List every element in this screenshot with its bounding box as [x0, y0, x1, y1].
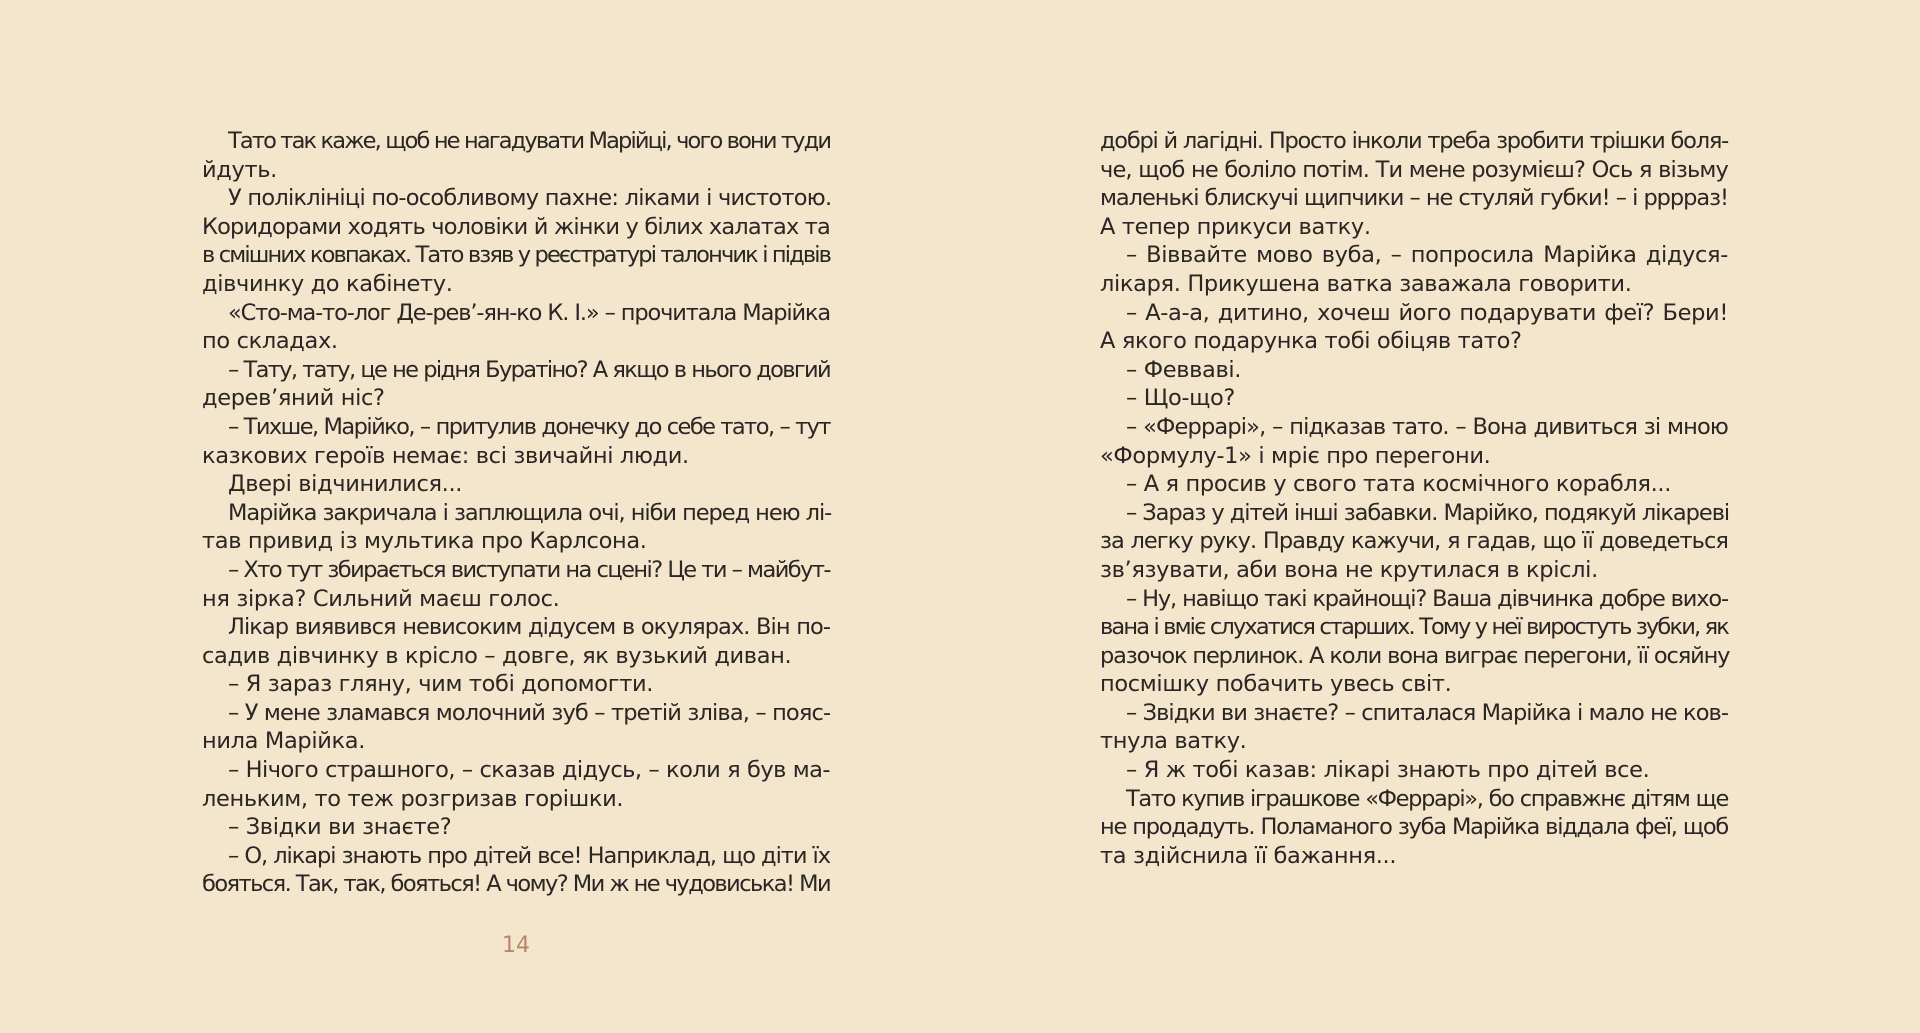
text-line: казкових героїв немає: всі звичайні люди. — [202, 442, 689, 469]
text-line: – Нічого страшного, – сказав дідусь, – коли я був ма- — [228, 757, 830, 784]
text-line: Тато купив іграшкове «Феррарі», бо справжнє дітям ще — [1126, 785, 1728, 812]
text-line: бояться. Так, так, бояться! А чому? Ми ж не чудовиська! Ми — [202, 871, 831, 898]
text-line: – Тихше, Марійко, – притулив донечку до себе тато, – тут — [228, 413, 830, 440]
text-line: Тато так каже, щоб не нагадувати Марійці, чого вони туди — [228, 128, 831, 154]
left-page-text — [202, 127, 830, 899]
text-line: добрі й лагідні. Просто інколи треба зробити трішки боля- — [1100, 128, 1728, 154]
text-line: не продадуть. Поламаного зуба Марійка віддала феї, щоб — [1100, 814, 1728, 841]
text-line: тав привид із мультика про Карлсона. — [202, 528, 647, 555]
text-line: Лікар виявився невисоким дідусем в окулярах. Він по- — [228, 614, 830, 641]
text-line: – Що-що? — [1126, 385, 1235, 412]
text-line: разочок перлинок. А коли вона виграє перегони, її осяйну — [1100, 642, 1730, 669]
text-line: – Зараз у дітей інші забавки. Марійко, подякуй лікареві — [1126, 499, 1730, 526]
text-line: – Я ж тобі казав: лікарі знають про дітей все. — [1126, 757, 1650, 784]
text-line: – Ну, навіщо такі крайнощі? Ваша дівчинка добре вихо- — [1126, 585, 1728, 612]
text-line: «Сто-ма-то-лог Де-рев’-ян-ко К. І.» – прочитала Марійка — [228, 299, 830, 326]
page-number: 14 — [502, 933, 530, 958]
text-line: А тепер прикуси ватку. — [1100, 213, 1371, 240]
text-line: че, щоб не боліло потім. Ти мене розумієш? Ось я візьму — [1100, 156, 1728, 183]
text-line: в смішних ковпаках. Тато взяв у реєстратурі талончик і підвів — [202, 242, 831, 269]
text-line: нила Марійка. — [202, 728, 365, 755]
text-line: вана і вміє слухатися старших. Тому у неї виростуть зубки, як — [1100, 614, 1728, 641]
text-line: – У мене зламався молочний зуб – третій зліва, – пояс- — [228, 699, 831, 726]
text-line: тнула ватку. — [1100, 728, 1247, 755]
text-line: Коридорами ходять чоловіки й жінки у білих халатах та — [202, 213, 830, 240]
text-line: – Хто тут збирається виступати на сцені? Це ти – майбут- — [228, 556, 830, 583]
text-line: – А я просив у свого тата космічного корабля... — [1126, 471, 1672, 498]
text-line: та здійснила її бажання... — [1100, 842, 1397, 869]
text-line: ня зірка? Сильний маєш голос. — [202, 585, 560, 612]
text-line: – Февваві. — [1126, 356, 1242, 383]
text-line: Двері відчинилися... — [228, 471, 463, 498]
text-line: йдуть. — [202, 156, 277, 183]
text-line: – Звідки ви знаєте? – спиталася Марійка і мало не ков- — [1126, 699, 1728, 726]
text-line: леньким, то теж розгризав горішки. — [202, 785, 624, 812]
text-line: лікаря. Прикушена ватка заважала говорити. — [1100, 270, 1632, 297]
text-line: по складах. — [202, 328, 338, 355]
text-line: А якого подарунка тобі обіцяв тато? — [1100, 328, 1522, 355]
text-line: У поліклініці по-особливому пахне: ліками і чистотою. — [228, 185, 832, 212]
text-line: зв’язувати, аби вона не крутилася в кріслі. — [1100, 556, 1598, 583]
right-page-text — [1100, 127, 1728, 870]
text-line: – Я зараз гляну, чим тобі допомогти. — [228, 671, 654, 698]
text-line: – «Феррарі», – підказав тато. – Вона дивиться зі мною — [1126, 413, 1728, 440]
text-line: за легку руку. Правду кажучи, я гадав, що її доведеться — [1100, 528, 1728, 555]
text-line: – Тату, тату, це не рідня Буратіно? А якщо в нього довгий — [228, 356, 830, 383]
text-line: – А-а-а, дитино, хочеш його подарувати феї? Бери! — [1126, 299, 1728, 326]
text-line: – Віввайте мово вуба, – попросила Марійка дідуся- — [1126, 242, 1728, 269]
text-line: – О, лікарі знають про дітей все! Наприклад, що діти їх — [228, 842, 830, 869]
text-line: дерев’яний ніс? — [202, 385, 385, 412]
text-line: Марійка закричала і заплющила очі, ніби перед нею лі- — [228, 499, 832, 526]
text-line: посмішку побачить увесь світ. — [1100, 671, 1452, 698]
text-line: маленькі блискучі щипчики – не стуляй губки! – і ррррaз! — [1100, 185, 1728, 212]
text-line: «Формулу-1» і мріє про перегони. — [1100, 442, 1491, 469]
text-line: – Звідки ви знаєте? — [228, 814, 452, 841]
text-line: дівчинку до кабінету. — [202, 270, 453, 297]
text-line: садив дівчинку в крісло – довге, як вузький диван. — [202, 642, 792, 669]
